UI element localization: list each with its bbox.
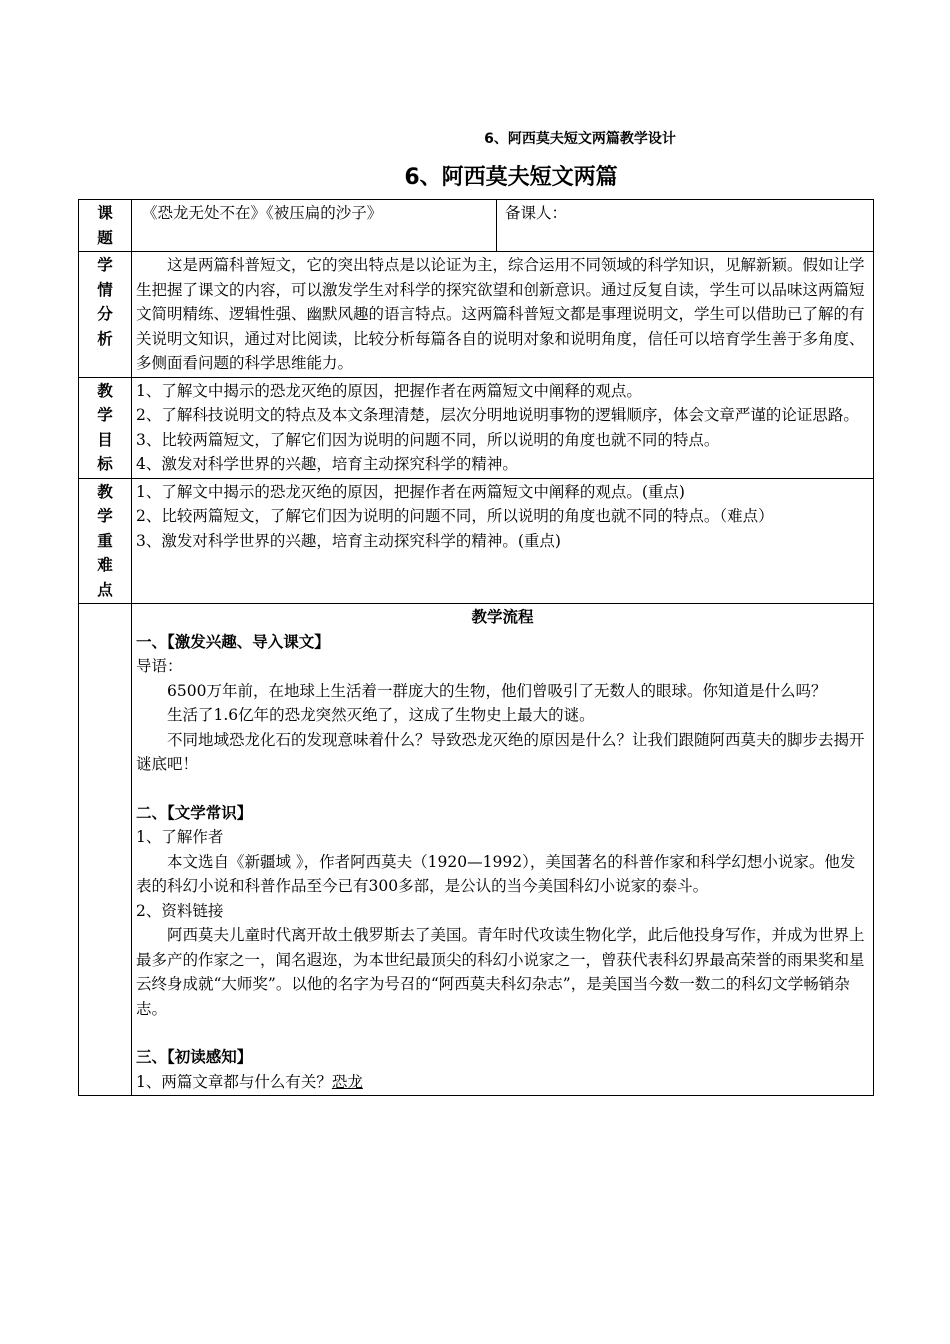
key-points-row	[79, 478, 874, 604]
topic-label	[79, 200, 132, 252]
goal-item: 4、激发对科学世界的兴趣，培育主动探究科学的精神。	[136, 455, 518, 473]
intro-paragraph: 不同地域恐龙化石的发现意味着什么？导致恐龙灭绝的原因是什么？让我们跟随阿西莫夫的脚步去揭开谜底吧！	[136, 730, 865, 773]
goals-label-char: 标	[97, 455, 113, 473]
analysis-label	[79, 252, 132, 378]
key-point-item: 1、了解文中揭示的恐龙灭绝的原因，把握作者在两篇短文中阐释的观点。(重点)	[136, 482, 685, 501]
goal-item: 3、比较两篇短文，了解它们因为说明的问题不同，所以说明的角度也就不同的特点。	[136, 430, 720, 449]
goals-content	[132, 377, 874, 478]
analysis-label-char: 情	[97, 280, 113, 299]
preparer-label: 备课人：	[505, 204, 568, 222]
spacer	[136, 777, 869, 801]
background-paragraph: 阿西莫夫儿童时代离开故土俄罗斯去了美国。青年时代攻读生物化学，此后他投身写作，并成为世界上最多产的作家之一，闻名遐迩，为本世纪最顶尖的科幻小说家之一，曾获代表科幻界最高荣誉的雨果奖和星云终身成就“大师奖”。以他的名字为号召的“阿西莫夫科幻杂志”，是美国当今数一数二的科幻文学畅销杂志。	[136, 926, 865, 1018]
topic-text: 《恐龙无处不在》《被压扁的沙子》	[142, 204, 383, 222]
answer-text: 恐龙	[331, 1072, 363, 1091]
goal-item: 1、了解文中揭示的恐龙灭绝的原因，把握作者在两篇短文中阐释的观点。	[136, 381, 642, 400]
topic-label-char: 课	[97, 204, 113, 222]
document-header-title: 6、阿西莫夫短文两篇教学设计	[484, 131, 676, 147]
key-points-label-char: 点	[97, 580, 113, 599]
key-points-label	[79, 478, 132, 604]
section-title: 二、【文学常识】	[136, 803, 253, 822]
section-title: 一、【激发兴趣、导入课文】	[136, 632, 330, 651]
process-label-empty	[79, 604, 132, 1096]
question-text: 1、两篇文章都与什么有关？	[136, 1072, 332, 1091]
key-point-item: 2、比较两篇短文，了解它们因为说明的问题不同，所以说明的角度也就不同的特点。（难点）	[136, 507, 774, 525]
goals-label	[79, 377, 132, 478]
analysis-label-char: 学	[97, 256, 113, 274]
author-paragraph: 本文选自《新疆域 》，作者阿西莫夫（1920—1992），美国著名的科普作家和科学幻想小说家。他发表的科幻小说和科普作品至今已有300多部，是公认的当今美国科幻小说家的泰斗。	[136, 852, 856, 895]
process-heading: 教学流程	[471, 608, 534, 626]
intro-label: 导语：	[136, 657, 183, 675]
goal-item: 2、了解科技说明文的特点及本文条理清楚，层次分明地说明事物的逻辑顺序，体会文章严谨的论证思路。	[136, 406, 859, 424]
goals-label-char: 学	[97, 406, 113, 424]
key-points-label-char: 难	[97, 556, 113, 574]
analysis-row	[79, 252, 874, 378]
intro-paragraph: 6500万年前，在地球上生活着一群庞大的生物，他们曾吸引了无数人的眼球。你知道是什么吗？	[167, 681, 827, 700]
intro-paragraph: 生活了1.6亿年的恐龙突然灭绝了，这成了生物史上最大的谜。	[167, 706, 595, 724]
subsection-title: 1、了解作者	[136, 828, 224, 846]
lesson-plan-table	[78, 199, 874, 1096]
analysis-content	[132, 252, 874, 378]
question-line	[136, 1070, 869, 1095]
section-title: 三、【初读感知】	[136, 1048, 253, 1066]
key-point-item: 3、激发对科学世界的兴趣，培育主动探究科学的精神。(重点)	[136, 531, 561, 550]
spacer	[136, 1021, 869, 1045]
key-points-label-char: 学	[97, 507, 113, 525]
subsection-title: 2、资料链接	[136, 901, 224, 920]
goals-label-char: 目	[97, 430, 113, 449]
key-points-content	[132, 478, 874, 604]
preparer-cell	[497, 200, 874, 252]
goals-row	[79, 377, 874, 478]
goals-label-char: 教	[97, 381, 113, 400]
analysis-label-char: 分	[97, 305, 113, 323]
topic-value	[132, 200, 497, 252]
key-points-label-char: 重	[97, 531, 113, 550]
analysis-label-char: 析	[97, 329, 113, 348]
process-content	[132, 604, 874, 1096]
topic-row	[79, 200, 874, 252]
topic-label-char: 题	[97, 228, 113, 247]
document-main-title: 6、阿西莫夫短文两篇	[404, 165, 618, 190]
key-points-label-char: 教	[97, 482, 113, 501]
process-row	[79, 604, 874, 1096]
analysis-text: 这是两篇科普短文，它的突出特点是以论证为主，综合运用不同领域的科学知识，见解新颖。假如让学生把握了课文的内容，可以激发学生对科学的探究欲望和创新意识。通过反复自读，学生可以品味这两篇短文简明精练、逻辑性强、幽默风趣的语言特点。这两篇科普短文都是事理说明文，学生可以借助已了解的有关说明文知识，通过对比阅读，比较分析每篇各自的说明对象和说明角度，信任可以培育学生善于多角度、多侧面看问题的科学思维能力。	[136, 256, 865, 372]
